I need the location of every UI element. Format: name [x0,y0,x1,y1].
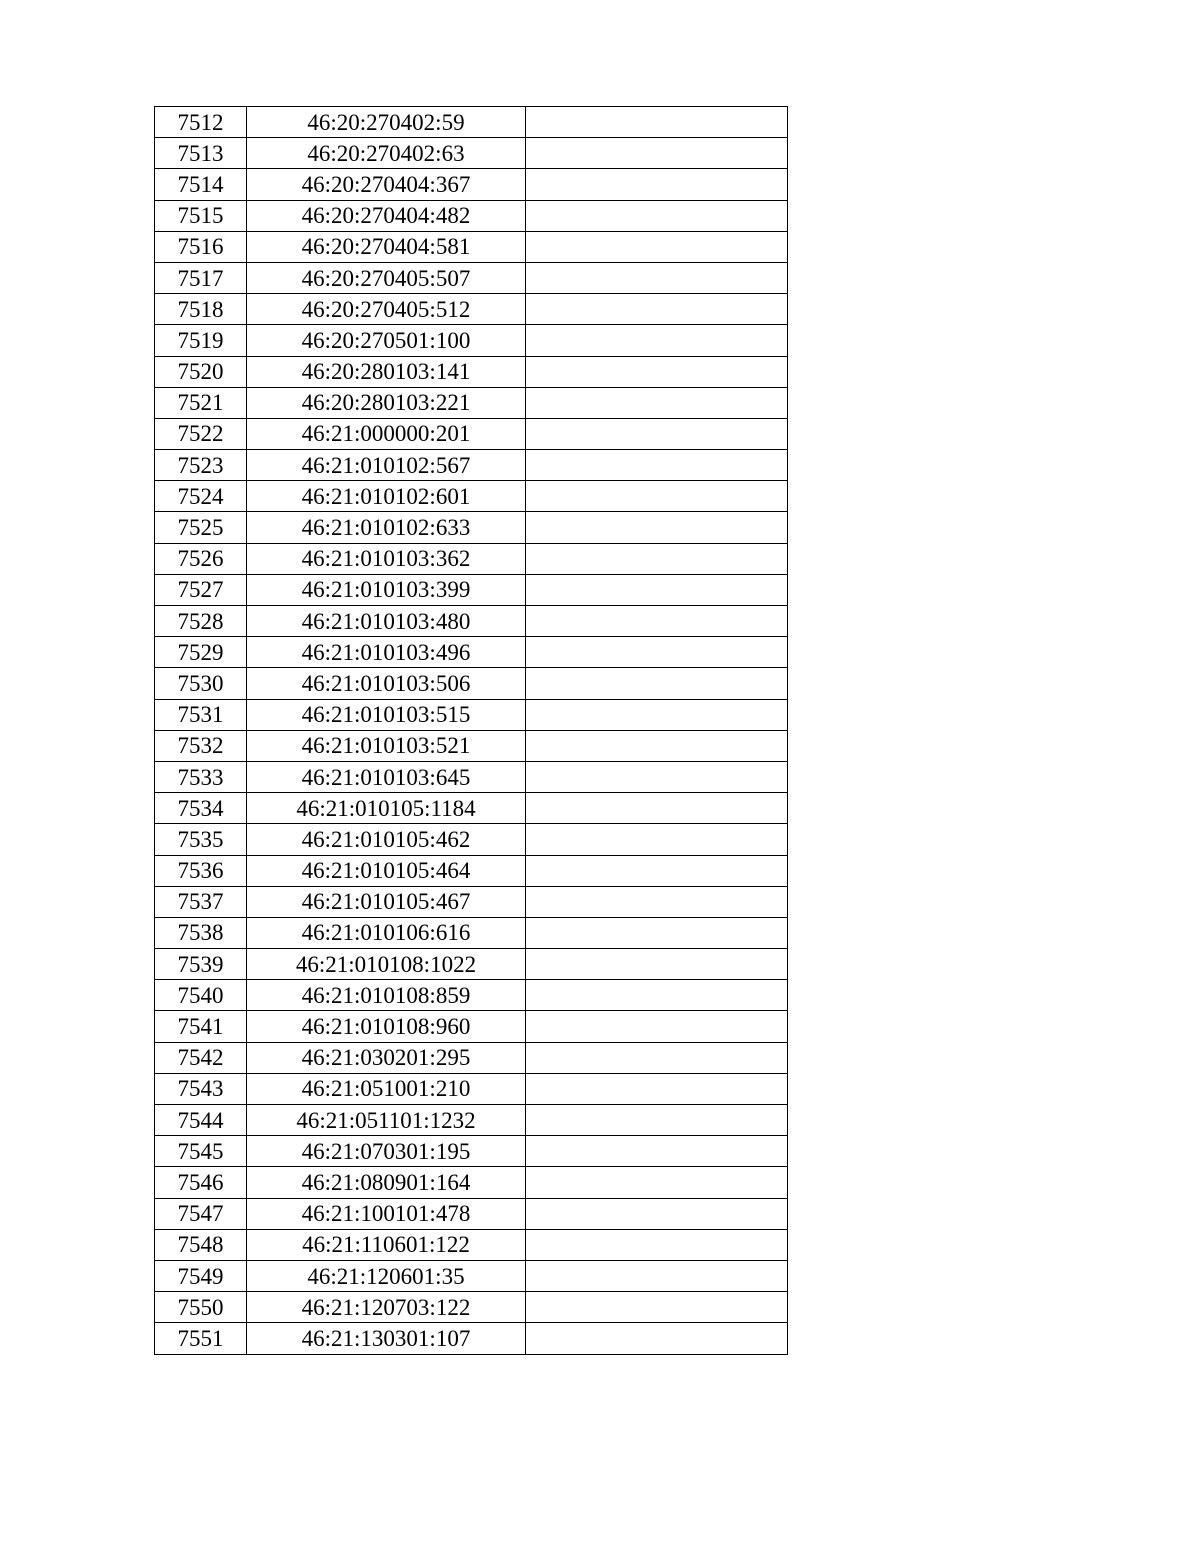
note-cell [526,262,788,293]
note-cell [526,637,788,668]
note-cell [526,1011,788,1042]
note-cell [526,418,788,449]
note-cell [526,1198,788,1229]
row-number-cell: 7533 [155,761,247,792]
row-number-cell: 7546 [155,1167,247,1198]
table-row [155,356,788,387]
row-number-cell: 7527 [155,574,247,605]
row-number-cell: 7543 [155,1073,247,1104]
row-number-cell: 7544 [155,1105,247,1136]
row-number-cell: 7513 [155,138,247,169]
row-number-cell: 7521 [155,387,247,418]
row-number-cell: 7523 [155,450,247,481]
table-row [155,730,788,761]
table-row [155,637,788,668]
row-number-cell: 7529 [155,637,247,668]
row-number-cell: 7547 [155,1198,247,1229]
row-number-cell: 7541 [155,1011,247,1042]
note-cell [526,574,788,605]
note-cell [526,387,788,418]
row-number-cell: 7514 [155,169,247,200]
table-row [155,231,788,262]
table-row [155,1323,788,1354]
table-row [155,1105,788,1136]
table-row [155,481,788,512]
note-cell [526,980,788,1011]
table-row [155,886,788,917]
row-number-cell: 7530 [155,668,247,699]
cadastral-number-cell: 46:21:010103:515 [247,699,526,730]
note-cell [526,481,788,512]
table-row [155,543,788,574]
row-number-cell: 7535 [155,824,247,855]
row-number-cell: 7548 [155,1229,247,1260]
note-cell [526,356,788,387]
cadastral-number-cell: 46:20:270404:482 [247,200,526,231]
cadastral-number-cell: 46:21:010103:480 [247,606,526,637]
note-cell [526,793,788,824]
table-row [155,387,788,418]
table-row [155,793,788,824]
cadastral-number-cell: 46:21:110601:122 [247,1229,526,1260]
note-cell [526,231,788,262]
table-row [155,668,788,699]
cadastral-number-cell: 46:21:010103:496 [247,637,526,668]
table-row [155,855,788,886]
note-cell [526,1292,788,1323]
table-row [155,980,788,1011]
table-row [155,107,788,138]
row-number-cell: 7525 [155,512,247,543]
row-number-cell: 7515 [155,200,247,231]
cadastral-number-cell: 46:20:280103:221 [247,387,526,418]
row-number-cell: 7522 [155,418,247,449]
row-number-cell: 7519 [155,325,247,356]
cadastral-number-cell: 46:21:010108:859 [247,980,526,1011]
row-number-cell: 7512 [155,107,247,138]
cadastral-number-cell: 46:21:010105:462 [247,824,526,855]
cadastral-number-cell: 46:21:010106:616 [247,917,526,948]
cadastral-number-cell: 46:21:010108:1022 [247,949,526,980]
row-number-cell: 7526 [155,543,247,574]
note-cell [526,1042,788,1073]
row-number-cell: 7538 [155,917,247,948]
table-row [155,1167,788,1198]
note-cell [526,917,788,948]
note-cell [526,107,788,138]
row-number-cell: 7520 [155,356,247,387]
cadastral-number-cell: 46:20:270405:512 [247,294,526,325]
table-row [155,138,788,169]
cadastral-table [154,106,788,1355]
cadastral-number-cell: 46:20:270404:581 [247,231,526,262]
cadastral-number-cell: 46:20:270402:59 [247,107,526,138]
cadastral-number-cell: 46:21:010103:399 [247,574,526,605]
note-cell [526,169,788,200]
note-cell [526,699,788,730]
table-row [155,1260,788,1291]
note-cell [526,668,788,699]
row-number-cell: 7539 [155,949,247,980]
row-number-cell: 7532 [155,730,247,761]
cadastral-number-cell: 46:21:100101:478 [247,1198,526,1229]
row-number-cell: 7528 [155,606,247,637]
row-number-cell: 7551 [155,1323,247,1354]
table-row [155,325,788,356]
cadastral-number-cell: 46:21:051101:1232 [247,1105,526,1136]
note-cell [526,200,788,231]
table-row [155,1073,788,1104]
note-cell [526,294,788,325]
note-cell [526,855,788,886]
row-number-cell: 7534 [155,793,247,824]
row-number-cell: 7540 [155,980,247,1011]
cadastral-number-cell: 46:21:051001:210 [247,1073,526,1104]
note-cell [526,761,788,792]
row-number-cell: 7518 [155,294,247,325]
cadastral-number-cell: 46:21:010102:567 [247,450,526,481]
table-row [155,262,788,293]
cadastral-number-cell: 46:21:010108:960 [247,1011,526,1042]
row-number-cell: 7542 [155,1042,247,1073]
cadastral-number-cell: 46:20:270402:63 [247,138,526,169]
note-cell [526,606,788,637]
note-cell [526,1167,788,1198]
row-number-cell: 7531 [155,699,247,730]
note-cell [526,138,788,169]
cadastral-number-cell: 46:21:010103:506 [247,668,526,699]
table-row [155,949,788,980]
table-row [155,450,788,481]
row-number-cell: 7549 [155,1260,247,1291]
table-row [155,294,788,325]
table-row [155,1136,788,1167]
table-row [155,200,788,231]
table-row [155,169,788,200]
cadastral-number-cell: 46:20:280103:141 [247,356,526,387]
note-cell [526,1073,788,1104]
table-row [155,418,788,449]
note-cell [526,512,788,543]
cadastral-number-cell: 46:21:010105:1184 [247,793,526,824]
note-cell [526,543,788,574]
cadastral-number-cell: 46:21:000000:201 [247,418,526,449]
note-cell [526,1229,788,1260]
cadastral-number-cell: 46:21:120703:122 [247,1292,526,1323]
cadastral-number-cell: 46:21:010102:601 [247,481,526,512]
table-row [155,606,788,637]
note-cell [526,1136,788,1167]
cadastral-number-cell: 46:21:010105:464 [247,855,526,886]
row-number-cell: 7517 [155,262,247,293]
note-cell [526,824,788,855]
note-cell [526,325,788,356]
cadastral-number-cell: 46:21:130301:107 [247,1323,526,1354]
note-cell [526,886,788,917]
note-cell [526,1323,788,1354]
table-row [155,824,788,855]
row-number-cell: 7536 [155,855,247,886]
cadastral-number-cell: 46:21:080901:164 [247,1167,526,1198]
note-cell [526,949,788,980]
cadastral-number-cell: 46:21:010105:467 [247,886,526,917]
cadastral-number-cell: 46:21:120601:35 [247,1260,526,1291]
table-row [155,699,788,730]
cadastral-number-cell: 46:21:010103:362 [247,543,526,574]
table-row [155,1042,788,1073]
cadastral-number-cell: 46:21:010103:521 [247,730,526,761]
cadastral-number-cell: 46:21:070301:195 [247,1136,526,1167]
cadastral-number-cell: 46:20:270501:100 [247,325,526,356]
cadastral-number-cell: 46:20:270405:507 [247,262,526,293]
cadastral-number-cell: 46:20:270404:367 [247,169,526,200]
cadastral-number-cell: 46:21:010103:645 [247,761,526,792]
note-cell [526,730,788,761]
table-row [155,1198,788,1229]
table-row [155,1011,788,1042]
row-number-cell: 7516 [155,231,247,262]
cadastral-number-cell: 46:21:010102:633 [247,512,526,543]
table-row [155,1229,788,1260]
table-row [155,512,788,543]
table-row [155,761,788,792]
note-cell [526,1105,788,1136]
table-body [155,107,788,1355]
row-number-cell: 7550 [155,1292,247,1323]
table-row [155,917,788,948]
row-number-cell: 7545 [155,1136,247,1167]
note-cell [526,1260,788,1291]
table-row [155,574,788,605]
note-cell [526,450,788,481]
cadastral-number-cell: 46:21:030201:295 [247,1042,526,1073]
row-number-cell: 7524 [155,481,247,512]
row-number-cell: 7537 [155,886,247,917]
table-row [155,1292,788,1323]
